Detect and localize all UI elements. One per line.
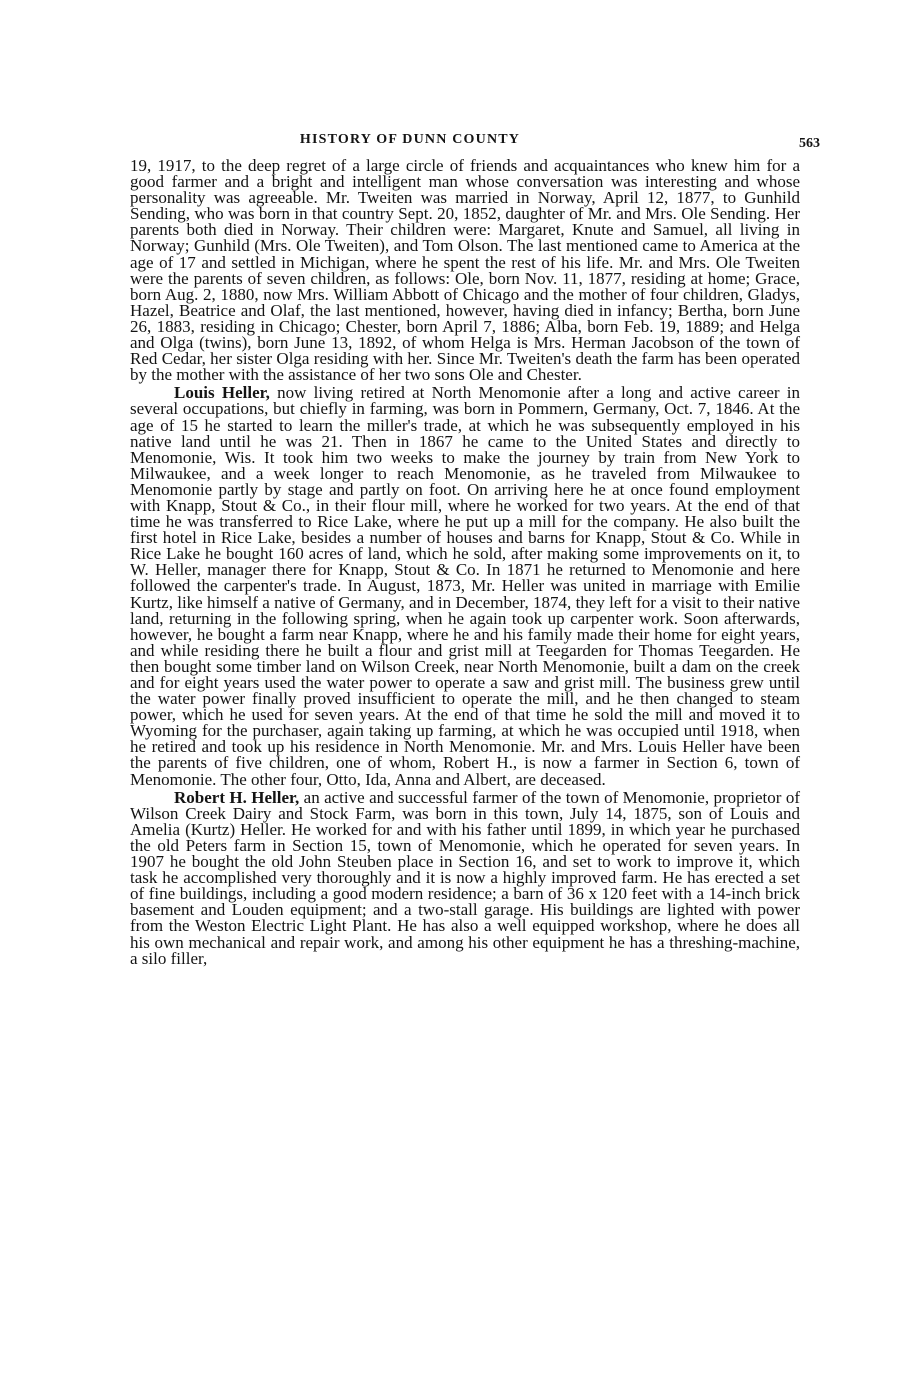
paragraph-robert-heller (130, 787, 800, 968)
running-header-title: HISTORY OF DUNN COUNTY (299, 132, 521, 147)
paragraph-louis-heller (130, 385, 800, 787)
paragraph-text: 19, 1917, to the deep regret of a large circle of friends and acquaintances who knew him for a good farmer and a bright and intelligent man whose conversation was interesting and whose personality was agreeable. Mr. Tweiten was married in Norway, April 12, 1877, to Gunhild Sending, who was born in that country Sept. 20, 1852, daughter of Mr. and Mrs. Ole Sending. Her parents both died in Norway. Their children were: Margaret, Knute and Samuel, all living in Norway; Gunhild (Mrs. Ole Tweiten), and Tom Olson. The last mentioned came to America at the age of 17 and settled in Michigan, where he spent the rest of his life. Mr. and Mrs. Ole Tweiten were the parents of seven children, as follows: Ole, born Nov. 11, 1877, residing at home; Grace, born Aug. 2, 1880, now Mrs. William Abbott of Chicago and the mother of four children, Gladys, Hazel, Beatrice and Olaf, the last mentioned, however, having died in infancy; Bertha, born June 26, 1883, residing in Chicago; Chester, born April 7, 1886; Alba, born Feb. 19, 1889; and Helga and Olga (twins), born June 13, 1892, of whom Helga is Mrs. Herman Jacobson of the town of Red Cedar, her sister Olga residing with her. Since Mr. Tweiten's death the farm has been operated by the mother with the assistance of her two sons Ole and Chester. (130, 156, 800, 385)
entry-name: Robert H. Heller, (174, 787, 300, 807)
entry-name: Louis Heller, (174, 383, 270, 403)
paragraph-text: now living retired at North Menomonie after a long and active career in several occupations, but chiefly in farming, was born in Pommern, Germany, Oct. 7, 1846. At the age of 15 he started to learn the miller's trade, at which he was subsequently employed in his native land until he was 21. Then in 1867 he came to the United States and directly to Menomonie, Wis. It took him two weeks to make the journey by train from New York to Milwaukee, and a week longer to reach Menomonie, as he traveled from Milwaukee to Menomonie partly by stage and partly on foot. On arriving here he at once found employment with Knapp, Stout & Co., in their flour mill, where he worked for two years. At the end of that time he was transferred to Rice Lake, where he put up a mill for the company. He also built the first hotel in Rice Lake, besides a number of houses and barns for Knapp, Stout & Co. While in Rice Lake he bought 160 acres of land, which he sold, after making some improvements on it, to W. Heller, manager there for Knapp, Stout & Co. In 1871 he returned to Menomonie and here followed the carpenter's trade. In August, 1873, Mr. Heller was united in marriage with Emilie Kurtz, like himself a native of Germany, and in December, 1874, they left for a visit to their native land, returning in the following spring, when he again took up carpenter work. Soon afterwards, however, he bought a farm near Knapp, where he and his family made their home for eight years, and while residing there he built a flour and grist mill at Teegarden for Thomas Teegarden. He then bought some timber land on Wilson Creek, near North Menomonie, built a dam on the creek and for eight years used the water power to operate a saw and grist mill. The business grew until the water power finally proved insufficient to operate the mill, and he then changed to steam power, which he used for seven years. At the end of that time he sold the mill and moved it to Wyoming for the purchaser, again taking up farming, at which he was occupied until 1918, when he retired and took up his residence in North Menomonie. Mr. and Mrs. Louis Heller have been the parents of five children, one of whom, Robert H., is now a farmer in Section 6, town of Menomonie. The other four, Otto, Ida, Anna and Albert, are deceased. (130, 383, 800, 789)
paragraph-tweiten-continued (130, 158, 800, 383)
paragraph-text: an active and successful farmer of the town of Menomonie, proprietor of Wilson Creek Dairy and Stock Farm, was born in this town, July 14, 1875, son of Louis and Amelia (Kurtz) Heller. He worked for and with his father until 1899, in which year he purchased the old Peters farm in Section 15, town of Menomonie, which he operated for seven years. In 1907 he bought the old John Steuben place in Section 16, and set to work to improve it, which task he accomplished very thoroughly and it is now a highly improved farm. He has erected a set of fine buildings, including a good modern residence; a barn of 36 x 120 feet with a 14-inch brick basement and Louden equipment; and a two-stall garage. His buildings are lighted with power from the Weston Electric Light Plant. He has also a well equipped workshop, where he does all his own mechanical and repair work, and among his other equipment he has a threshing-machine, a silo filler, (130, 787, 800, 968)
page-number: 563 (799, 136, 820, 151)
body-text (130, 158, 800, 967)
running-header (130, 128, 820, 152)
